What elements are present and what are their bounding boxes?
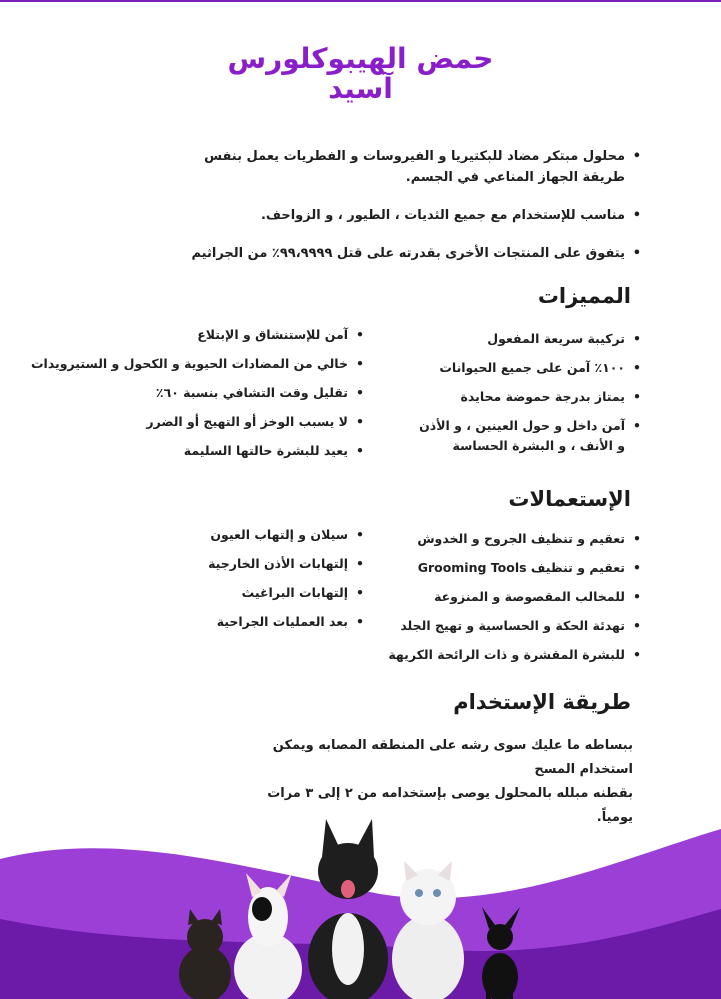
features-list-right [419, 330, 641, 466]
feature-item-continuation: و الأنف ، و البشرة الحساسة [452, 438, 625, 453]
title-line-1: حمض الهيبوكلورس [227, 42, 494, 75]
feature-item: • خالي من المضادات الحيوية و الكحول و الستيرويدات [31, 355, 364, 373]
feature-item: • ١٠٠٪ آمن على جميع الحيوانات [419, 359, 641, 377]
use-item: • للبشرة المقشرة و ذات الرائحة الكريهة [388, 646, 641, 664]
how-to-use-line-1: ببساطه ما عليك سوى رشه على المنطقه المصابه ويمكن استخدام المسح [272, 738, 633, 777]
feature-item: • آمن داخل و حول العينين ، و الأذن [419, 417, 641, 435]
top-border-line [0, 0, 721, 2]
use-item: • بعد العمليات الجراحية [208, 613, 364, 631]
features-heading: المميزات [537, 284, 631, 308]
white-cat-icon [392, 915, 464, 999]
uses-list-right [388, 530, 641, 675]
use-item: • تهدئة الحكة و الحساسية و تهيج الجلد [388, 617, 641, 635]
use-item: • سيلان و إلتهاب العيون [208, 526, 364, 544]
feature-item: • لا يسبب الوخز أو التهيج أو الضرر [31, 413, 364, 431]
uses-list-left [208, 526, 364, 642]
intro-item: • مناسب للإستخدام مع جميع الثديات ، الطيور ، و الزواحف. [171, 205, 641, 226]
intro-item: • يتفوق على المنتجات الأخرى بقدرته على قتل ٩٩،٩٩٩٩٪ من الجراثيم [171, 243, 641, 264]
use-item: • تعقيم و تنظيف Grooming Tools [388, 559, 641, 577]
how-to-use-line-2: بقطنه مبلله بالمحلول يوصى بإستخدامه من ٢ إلى ٣ مرات يومياً. [267, 786, 633, 825]
feature-item: • آمن للإستنشاق و الإبتلاع [31, 326, 364, 344]
bottom-wave-graphic [0, 799, 721, 999]
product-title [0, 44, 721, 104]
use-item: • إلتهابات البراغيث [208, 584, 364, 602]
feature-item: • تركيبة سريعة المفعول [419, 330, 641, 348]
title-line-2: آسيد [328, 72, 393, 105]
use-item: • تعقيم و تنظيف الجروح و الخدوش [388, 530, 641, 548]
intro-list [171, 146, 641, 281]
how-to-use-heading: طريقة الإستخدام [453, 690, 631, 714]
features-list-left [31, 326, 364, 471]
feature-item: • تقليل وقت التشافي بنسبة ٦٠٪ [31, 384, 364, 402]
feature-item: • يعيد للبشرة حالتها السليمة [31, 442, 364, 460]
feature-item: • يمتاز بدرجة حموضة محايدة [419, 388, 641, 406]
uses-heading: الإستعمالات [508, 487, 631, 511]
use-item: • للمخالب المقصوصة و المنزوعة [388, 588, 641, 606]
use-item: • إلتهابات الأذن الخارجية [208, 555, 364, 573]
intro-item: • محلول مبتكر مضاد للبكتيريا و الفيروسات و الفطريات يعمل بنفس طريقة الجهاز المناعي في الجسم. [171, 146, 641, 188]
